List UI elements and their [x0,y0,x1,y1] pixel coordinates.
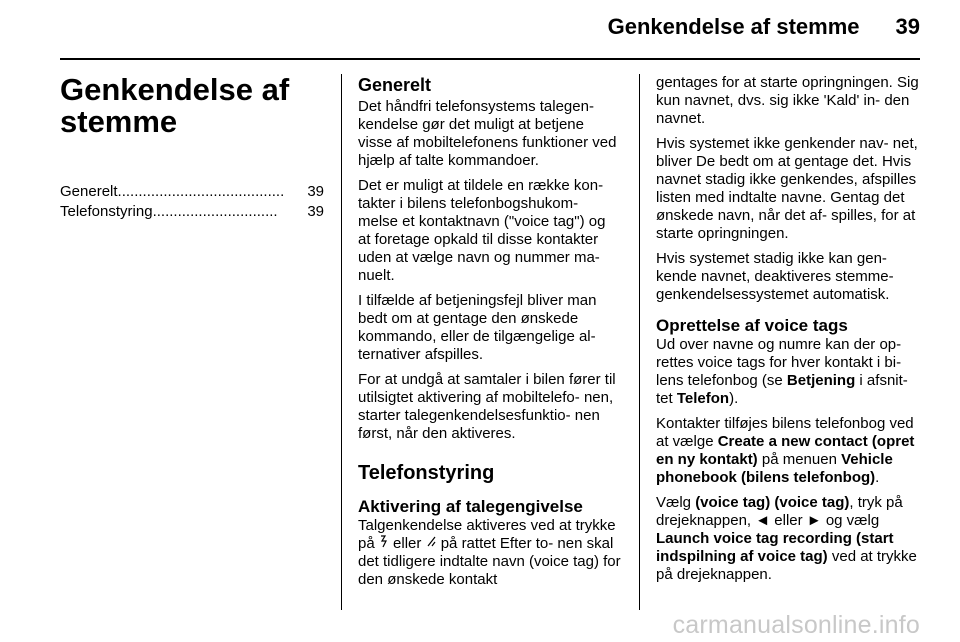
toc-page: 39 [307,183,324,200]
text: Talgenkendelse aktiveres ved at trykke på [358,517,616,552]
text: på menuen [757,451,842,468]
text: Vælg [656,494,696,511]
toc-page: 39 [307,203,324,220]
chapter-title-line2: stemme [60,104,178,139]
heading-generelt: Generelt [358,75,432,95]
text: . [875,469,880,486]
page-title: Genkendelse af stemme [607,14,860,39]
paragraph: Det er muligt at tildele en række kon- takter i bilens telefonbogshukom- melse et kontaktnavn ("voice tag") og at foretage opkald til disse kontakter uden at vælge navn og nummer ma- nuelt. [358,177,606,284]
paragraph: Det håndfri telefonsystems talegen- kendelse gør det muligt at betjene visse af mobiltelefonens funktioner ved hjælp af talte kommandoer. [358,98,617,169]
text: i afsnit- tet [656,372,908,407]
text: , tryk på drejeknappen, [656,494,903,529]
toc-label: Generelt [60,183,118,200]
voice-button-icon [379,535,389,552]
paragraph [656,415,922,487]
paragraph: Hvis systemet stadig ikke kan gen- kende navnet, deaktiveres stemme- genkendelsessystemet automatisk. [656,250,894,303]
toc-entry-generelt[interactable] [60,182,324,202]
watermark: carmanualsonline.info [672,611,920,639]
menu-term-launch-recording: Launch voice tag recording (start indspilning af voice tag) [656,530,894,565]
paragraph [656,494,922,584]
heading-oprettelse: Oprettelse af voice tags [656,316,848,335]
content-column-3 [656,74,922,591]
phone-button-icon [426,535,437,552]
text: Ud over navne og numre kan der op- rettes voice tags for hver kontakt i bi- lens telefonbog (se [656,336,902,389]
chapter-column [60,74,324,222]
heading-aktivering: Aktivering af talegengivelse [358,497,583,516]
menu-term-create-contact: Create a new contact (opret en ny kontakt) [656,433,915,468]
chapter-title [60,74,324,138]
arrow-right-icon: ► [806,512,822,529]
page-number: 39 [895,14,920,39]
arrow-left-icon: ◄ [755,512,771,529]
paragraph-activation [358,517,622,589]
paragraph: gentages for at starte opringningen. Sig kun navnet, dvs. sig ikke 'Kald' in- den navnet. [656,74,919,127]
text: Kontakter tilføjes bilens telefonbog ved at vælge [656,415,914,450]
text: eller [388,535,426,552]
text: på rattet Efter to- nen skal det tidligere indtalte navn (voice tag) for den ønskede kontakt [358,535,621,588]
paragraph [656,336,922,408]
page-header [60,14,920,46]
text: og vælg [821,512,880,529]
menu-term-vehicle-phonebook: Vehicle phonebook (bilens telefonbog) [656,451,893,486]
content-column-2 [358,74,622,596]
menu-term-voice-tag: (voice tag) (voice tag) [695,494,850,511]
toc-entry-telefonstyring[interactable] [60,202,324,222]
paragraph: I tilfælde af betjeningsfejl bliver man bedt om at gentage den ønskede kommando, eller de tilgængelige al- ternativer afspilles. [358,292,597,363]
text: ved at trykke på drejeknappen. [656,548,917,583]
chapter-title-line1: Genkendelse af [60,72,290,107]
header-rule [60,58,920,60]
menu-term-telefon: Telefon [676,390,730,407]
paragraph: Hvis systemet ikke genkender nav- net, bliver De bedt om at gentage det. Hvis navnet stadig ikke genkendes, afspilles listen med indtalte navne. Gentag det ønskede navn, når det af- spilles, for at starte opringningen. [656,135,918,242]
toc-dots: .............................. [152,203,278,220]
text: eller [770,512,807,529]
paragraph: For at undgå at samtaler i bilen fører til utilsigtet aktivering af mobiltelefo- nen, starter talegenkendelsesfunktio- nen først, når den aktiveres. [358,371,616,442]
menu-term-betjening: Betjening [786,372,856,389]
heading-telefonstyring: Telefonstyring [358,462,495,484]
toc-label: Telefonstyring [60,203,153,220]
column-divider-2 [639,74,640,610]
column-divider-1 [341,74,342,610]
toc-dots: ........................................ [117,183,285,200]
text: ). [729,390,739,407]
